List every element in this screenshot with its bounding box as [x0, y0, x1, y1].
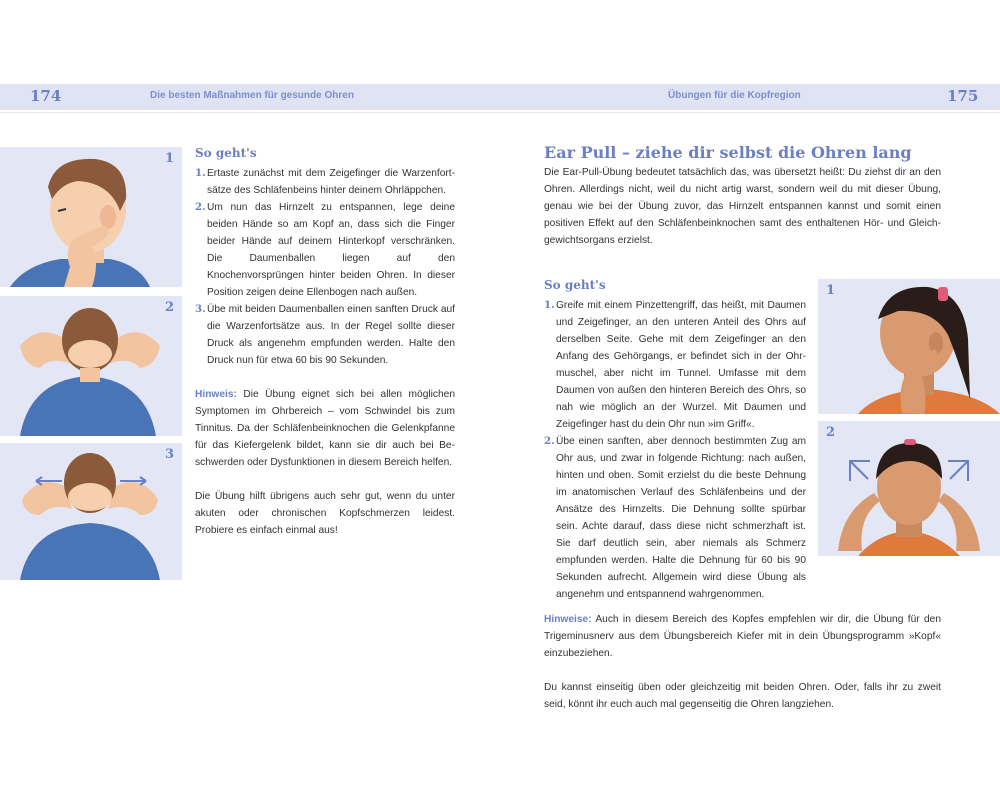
left-section-heading: So geht's: [195, 146, 257, 160]
left-body: [195, 165, 455, 539]
header-divider: [0, 112, 1000, 113]
right-intro: Die Ear-Pull-Übung bedeutet tatsächlich das, was übersetzt heißt: Du ziehst dir an den Ohren. Allerdings nicht, weil du nicht artig warst, sondern weil du mit dieser Übung, genau wie bei der Übung zuvor, das Hirnzelt entspannen kannst und somit einen positiven Effekt auf den Schläfenbeinknochen samt des enthaltenen Hör- und Gleichgewichtsorgans erzielst.: [544, 167, 941, 246]
panel-number: 3: [165, 447, 175, 462]
illustration-panel-2: [0, 296, 182, 436]
right-closing-paragraph: Du kannst einseitig üben oder gleichzeitig mit beiden Ohren. Oder, falls ihr zu zweit seid, könnt ihr euch auch mal gegenseitig die Ohren langziehen.: [544, 682, 941, 710]
illustration-panel-r1: [818, 279, 1000, 414]
man-profile-illustration: [0, 147, 182, 287]
right-running-title: Übungen für die Kopfregion: [668, 90, 801, 101]
panel-number: 2: [165, 300, 175, 315]
panel-number: 1: [826, 283, 836, 298]
right-page-title: Ear Pull – ziehe dir selbst die Ohren lang: [544, 143, 912, 162]
right-hint-paragraph: Hinweise: Auch in diesem Bereich des Kopfes empfehlen wir dir, die Übung für den Trigeminusnerv aus dem Übungsbereich Kiefer mit in dein Übungsprogramm »Kopf« einzubeziehen.: [544, 614, 941, 659]
illustration-panel-1: [0, 147, 182, 287]
man-back-illustration: [0, 296, 182, 436]
right-steps: [544, 297, 806, 603]
list-item: 1. Ertaste zunächst mit dem Zeigefinger die Warzenfortsätze des Schläfenbeins hinter deinem Ohrläppchen.: [195, 167, 455, 196]
left-steps-list: [195, 165, 455, 369]
list-item: 1. Greife mit einem Pinzettengriff, das heißt, mit Daumen und Zeigefinger, an den unteren Anteil des Ohrs auf derselben Seite. Gehe mit dem Zeigefinger an den Anfang des Gehörgangs, er befindet sich in der Ohrmuschel, aber nicht im Tunnel. Umfasse mit dem Daumen von außen den hinteren Bereich des Ohrs, so nah wie möglich an der Wurzel. Mit Daumen und Zeigefinger hast du dein Ohr nun »im Griff«.: [544, 299, 806, 430]
illustration-panel-3: [0, 443, 182, 580]
woman-profile-illustration: [818, 279, 1000, 414]
left-hint-paragraph: Hinweis: Die Übung eignet sich bei allen möglichen Symptomen im Ohrbereich – vom Schwindel bis zum Tinnitus. Da der Schläfenbeinknochen die Gelenkpfanne für das Kiefergelenk bildet, kann sie dir auch bei Beschwerden oder Dysfunktionen in diesem Bereich helfen.: [195, 389, 455, 468]
right-section-heading: So geht's: [544, 278, 606, 292]
left-running-title: Die besten Maßnahmen für gesunde Ohren: [150, 90, 354, 101]
right-page-number: 175: [947, 87, 979, 105]
list-item: 2. Um nun das Hirnzelt zu entspannen, lege deine beiden Hände so am Kopf an, dass sich die Finger beider Hände auf deinem Hinterkopf verschränken. Die Daumenballen liegen auf den Knochenvorsprüngen hinter beiden Ohren. In dieser Position zeigen deine Ellenbogen nach außen.: [195, 201, 455, 298]
man-back-arrows-illustration: [0, 443, 182, 580]
list-item: 3. Übe mit beiden Daumenballen einen sanften Druck auf die Warzenfortsätze aus. In der Regel sollte dieser Druck als angenehm empfunden werden. Halte den Druck nun für etwa 60 bis 90 Sekunden.: [195, 303, 455, 366]
woman-front-arrows-illustration: [818, 421, 1000, 556]
right-lower-body: [544, 611, 941, 713]
left-closing-paragraph: Die Übung hilft übrigens auch sehr gut, wenn du unter akuten oder chronischen Kopfschmerzen leidest. Probiere es einfach einmal aus!: [195, 491, 455, 536]
right-steps-list: [544, 297, 806, 603]
left-page-number: 174: [30, 87, 62, 105]
illustration-panel-r2: [818, 421, 1000, 556]
panel-number: 1: [165, 151, 175, 166]
panel-number: 2: [826, 425, 836, 440]
page-header: [0, 84, 1000, 110]
list-item: 2. Übe einen sanften, aber dennoch bestimmten Zug am Ohr aus, und zwar in folgende Richtung: nach außen, hinten und oben. Somit erzielst du die beste Dehnung im anatomischen Verlauf des Schläfenbeins und der Ansätze des Hirnzelts. Die Dehnung sollte spürbar sein. Achte darauf, dass diese nicht schmerzhaft ist. Sie darf deutlich sein, aber niemals als Schmerz empfunden werden. Halte die Dehnung für 60 bis 90 Sekunden aufrecht. Allgemein wird diese Übung als angenehm und entspannend wahrgenommen.: [544, 435, 806, 600]
